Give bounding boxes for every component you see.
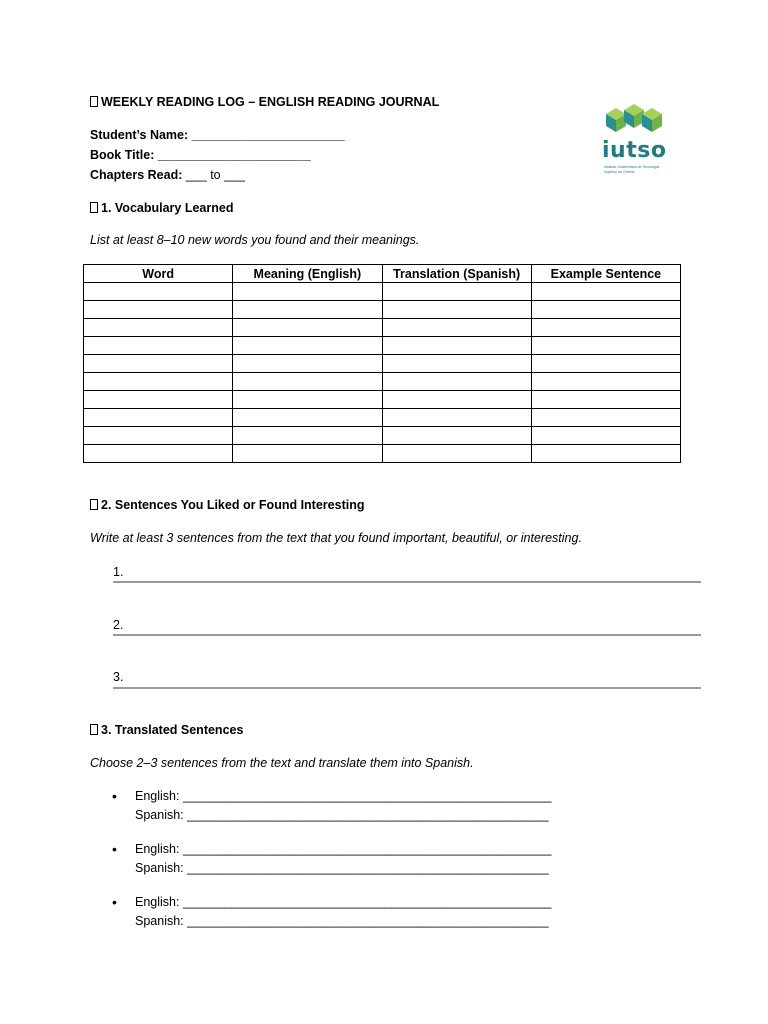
chapters-read-label: Chapters Read:	[90, 168, 183, 182]
sentence-line-1[interactable]	[113, 581, 701, 583]
logo-subtext-1: Instituto Universitario de Tecnología	[604, 165, 660, 169]
example-cell[interactable]	[531, 283, 680, 301]
student-name-field[interactable]: Student’s Name: ______________________	[90, 128, 345, 142]
table-row	[84, 337, 681, 355]
missing-glyph-icon	[90, 96, 98, 107]
meaning-cell[interactable]	[233, 355, 382, 373]
translation-cell[interactable]	[382, 427, 531, 445]
example-cell[interactable]	[531, 355, 680, 373]
sentence-number-3: 3.	[113, 670, 124, 684]
section-1-title: 1. Vocabulary Learned	[90, 201, 233, 215]
section-2-title: 2. Sentences You Liked or Found Interesting	[90, 498, 364, 512]
missing-glyph-icon	[90, 202, 98, 213]
english-line-1[interactable]: English: _____________________________________________________	[135, 789, 552, 803]
meaning-cell[interactable]	[233, 409, 382, 427]
table-header-row	[84, 265, 681, 283]
table-row	[84, 391, 681, 409]
meaning-cell[interactable]	[233, 319, 382, 337]
word-cell[interactable]	[84, 283, 233, 301]
vocabulary-table	[83, 264, 681, 463]
missing-glyph-icon	[90, 499, 98, 510]
example-cell[interactable]	[531, 391, 680, 409]
word-cell[interactable]	[84, 409, 233, 427]
example-cell[interactable]	[531, 427, 680, 445]
column-header-example: Example Sentence	[531, 265, 680, 283]
example-cell[interactable]	[531, 319, 680, 337]
spanish-line-3[interactable]: Spanish: ____________________________________________________	[135, 914, 549, 928]
word-cell[interactable]	[84, 373, 233, 391]
section-3-instruction: Choose 2–3 sentences from the text and translate them into Spanish.	[90, 756, 474, 770]
logo-subtext-2: Superior de Oriente	[604, 170, 635, 174]
english-line-3[interactable]: English: _____________________________________________________	[135, 895, 552, 909]
sentence-number-2: 2.	[113, 618, 124, 632]
translation-cell[interactable]	[382, 337, 531, 355]
table-row	[84, 373, 681, 391]
word-cell[interactable]	[84, 391, 233, 409]
translation-cell[interactable]	[382, 301, 531, 319]
spanish-line-2[interactable]: Spanish: ____________________________________________________	[135, 861, 549, 875]
meaning-cell[interactable]	[233, 427, 382, 445]
section-1-instruction: List at least 8–10 new words you found and their meanings.	[90, 233, 420, 247]
book-title-field[interactable]: Book Title: ______________________	[90, 148, 311, 162]
iutso-logo	[598, 100, 680, 180]
meaning-cell[interactable]	[233, 391, 382, 409]
translation-cell[interactable]	[382, 355, 531, 373]
meaning-cell[interactable]	[233, 301, 382, 319]
sentence-number-1: 1.	[113, 565, 124, 579]
example-cell[interactable]	[531, 373, 680, 391]
word-cell[interactable]	[84, 337, 233, 355]
example-cell[interactable]	[531, 409, 680, 427]
section-3-title: 3. Translated Sentences	[90, 723, 243, 737]
translation-cell[interactable]	[382, 283, 531, 301]
translation-cell[interactable]	[382, 409, 531, 427]
translation-cell[interactable]	[382, 319, 531, 337]
chapters-read-value: ___ to ___	[185, 168, 245, 182]
translation-cell[interactable]	[382, 391, 531, 409]
meaning-cell[interactable]	[233, 373, 382, 391]
column-header-meaning: Meaning (English)	[233, 265, 382, 283]
chapters-read-field[interactable]	[90, 168, 245, 182]
word-cell[interactable]	[84, 301, 233, 319]
example-cell[interactable]	[531, 301, 680, 319]
bullet-2: •	[112, 841, 117, 857]
word-cell[interactable]	[84, 445, 233, 463]
bullet-3: •	[112, 894, 117, 910]
translation-cell[interactable]	[382, 373, 531, 391]
logo-wordmark: iutso	[602, 138, 667, 163]
word-cell[interactable]	[84, 319, 233, 337]
table-row	[84, 301, 681, 319]
table-row	[84, 355, 681, 373]
document-title: WEEKLY READING LOG – ENGLISH READING JOURNAL	[90, 95, 439, 109]
word-cell[interactable]	[84, 355, 233, 373]
sentence-line-2[interactable]	[113, 634, 701, 636]
meaning-cell[interactable]	[233, 283, 382, 301]
translation-cell[interactable]	[382, 445, 531, 463]
english-line-2[interactable]: English: _____________________________________________________	[135, 842, 552, 856]
example-cell[interactable]	[531, 445, 680, 463]
table-row	[84, 409, 681, 427]
column-header-translation: Translation (Spanish)	[382, 265, 531, 283]
column-header-word: Word	[84, 265, 233, 283]
table-row	[84, 319, 681, 337]
meaning-cell[interactable]	[233, 445, 382, 463]
section-2-instruction: Write at least 3 sentences from the text that you found important, beautiful, or interesting.	[90, 531, 582, 545]
bullet-1: •	[112, 788, 117, 804]
spanish-line-1[interactable]: Spanish: ____________________________________________________	[135, 808, 549, 822]
table-row	[84, 445, 681, 463]
table-row	[84, 427, 681, 445]
word-cell[interactable]	[84, 427, 233, 445]
sentence-line-3[interactable]	[113, 687, 701, 689]
meaning-cell[interactable]	[233, 337, 382, 355]
table-row	[84, 283, 681, 301]
example-cell[interactable]	[531, 337, 680, 355]
missing-glyph-icon	[90, 724, 98, 735]
